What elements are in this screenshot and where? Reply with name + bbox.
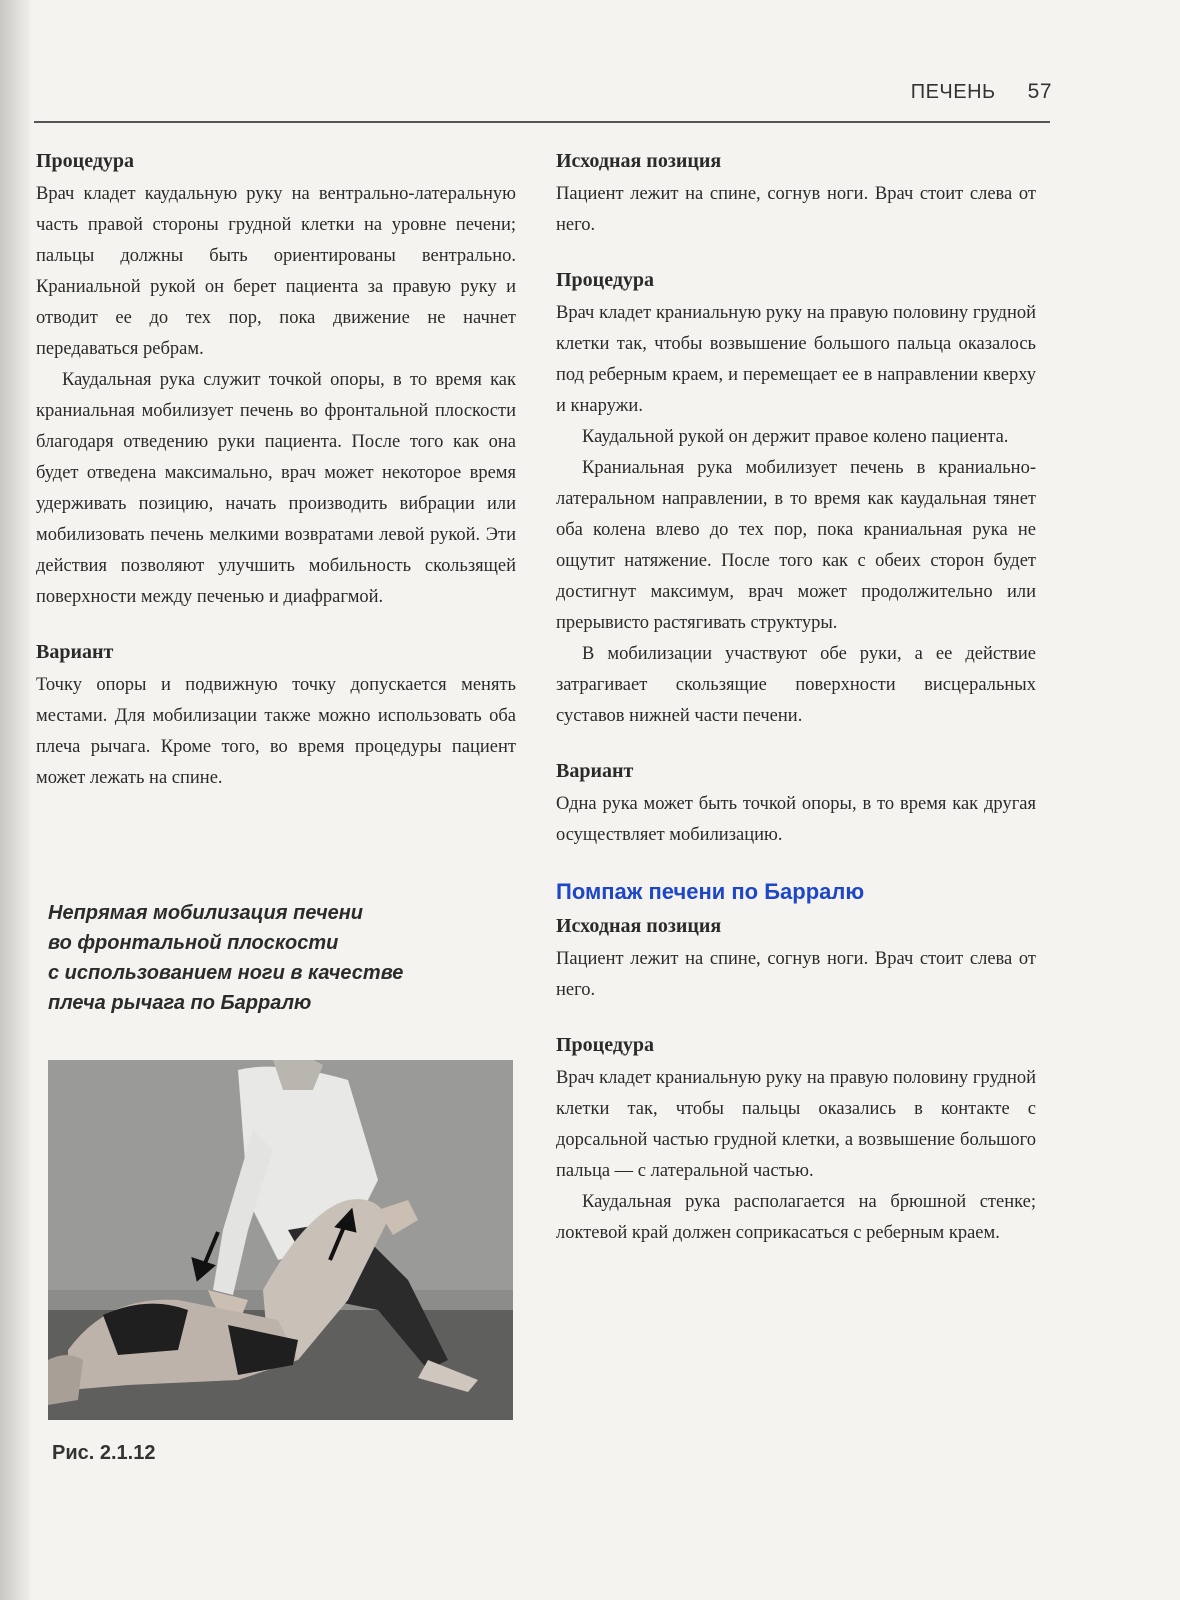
paragraph: Каудальной рукой он держит правое колено пациента. [582, 427, 1009, 447]
paragraph: В мобилизации участвуют обе руки, а ее действие затрагивает скользящие поверхности висцеральных суставов нижней части печени. [556, 644, 1036, 726]
right-column [556, 150, 1036, 1249]
paragraph: Каудальная рука служит точкой опоры, в то время как краниальная мобилизует печень во фронтальной плоскости благодаря отведению руки пациента. После того как она будет отведена максимально, врач может некоторое время удерживать позицию, начать производить вибрации или мобилизовать печень мелкими возвратами левой рукой. Эти действия позволяют улучшить мобильность скользящей поверхности между печенью и диафрагмой. [36, 370, 516, 607]
figure-title [48, 898, 468, 1018]
heading-procedure: Процедура [556, 1034, 655, 1056]
paragraph: Врач кладет краниальную руку на правую половину грудной клетки так, чтобы пальцы оказались в контакте с дорсальной частью грудной клетки, а возвышение большого пальца — с латеральной частью. [556, 1068, 1036, 1181]
paragraph: Врач кладет каудальную руку на вентрально-латеральную часть правой стороны грудной клетки на уровне печени; пальцы должны быть ориентированы вентрально. Краниальной рукой он берет пациента за правую руку и отводит ее до тех пор, пока движение не начнет передаваться ребрам. [36, 184, 516, 359]
section-title: Помпаж печени по Барралю [556, 879, 865, 904]
heading-procedure: Процедура [556, 269, 655, 291]
paragraph: Пациент лежит на спине, согнув ноги. Врач стоит слева от него. [556, 184, 1036, 235]
paragraph: Каудальная рука располагается на брюшной стенке; локтевой край должен соприкасаться с реберным краем. [556, 1192, 1036, 1243]
heading-variant: Вариант [36, 641, 114, 663]
figure-title-line: Непрямая мобилизация печени [48, 902, 364, 924]
paragraph: Одна рука может быть точкой опоры, в то время как другая осуществляет мобилизацию. [556, 794, 1036, 845]
figure-title-line: во фронтальной плоскости [48, 932, 339, 954]
page-binding-shadow [0, 0, 30, 1600]
heading-variant: Вариант [556, 760, 634, 782]
paragraph: Краниальная рука мобилизует печень в краниально-латеральном направлении, в то время как каудальная тянет оба колена влево до тех пор, пока краниальная рука не ощутит натяжение. После того как с обеих сторон будет достигнут максимум, врач может продолжительно или прерывисто растягивать структуры. [556, 458, 1036, 633]
heading-start-position: Исходная позиция [556, 915, 722, 937]
figure-title-line: с использованием ноги в качестве [48, 962, 404, 984]
paragraph: Врач кладет краниальную руку на правую половину грудной клетки так, чтобы возвышение большого пальца оказалось под реберным краем, и перемещает ее в направлении кверху и кнаружи. [556, 303, 1036, 416]
heading-start-position: Исходная позиция [556, 150, 722, 172]
section-name: ПЕЧЕНЬ [910, 81, 996, 103]
header-rule [34, 121, 1050, 123]
photo-illustration [48, 1060, 513, 1420]
running-head [911, 80, 1052, 104]
figure-caption: Рис. 2.1.12 [52, 1442, 156, 1464]
paragraph: Пациент лежит на спине, согнув ноги. Врач стоит слева от него. [556, 949, 1036, 1000]
figure-title-line: плеча рычага по Барралю [48, 992, 312, 1014]
page-number: 57 [1027, 80, 1052, 103]
left-column [36, 150, 516, 794]
paragraph: Точку опоры и подвижную точку допускается менять местами. Для мобилизации также можно использовать оба плеча рычага. Кроме того, во время процедуры пациент может лежать на спине. [36, 675, 516, 788]
figure-photo [48, 1060, 513, 1420]
heading-procedure: Процедура [36, 150, 135, 172]
